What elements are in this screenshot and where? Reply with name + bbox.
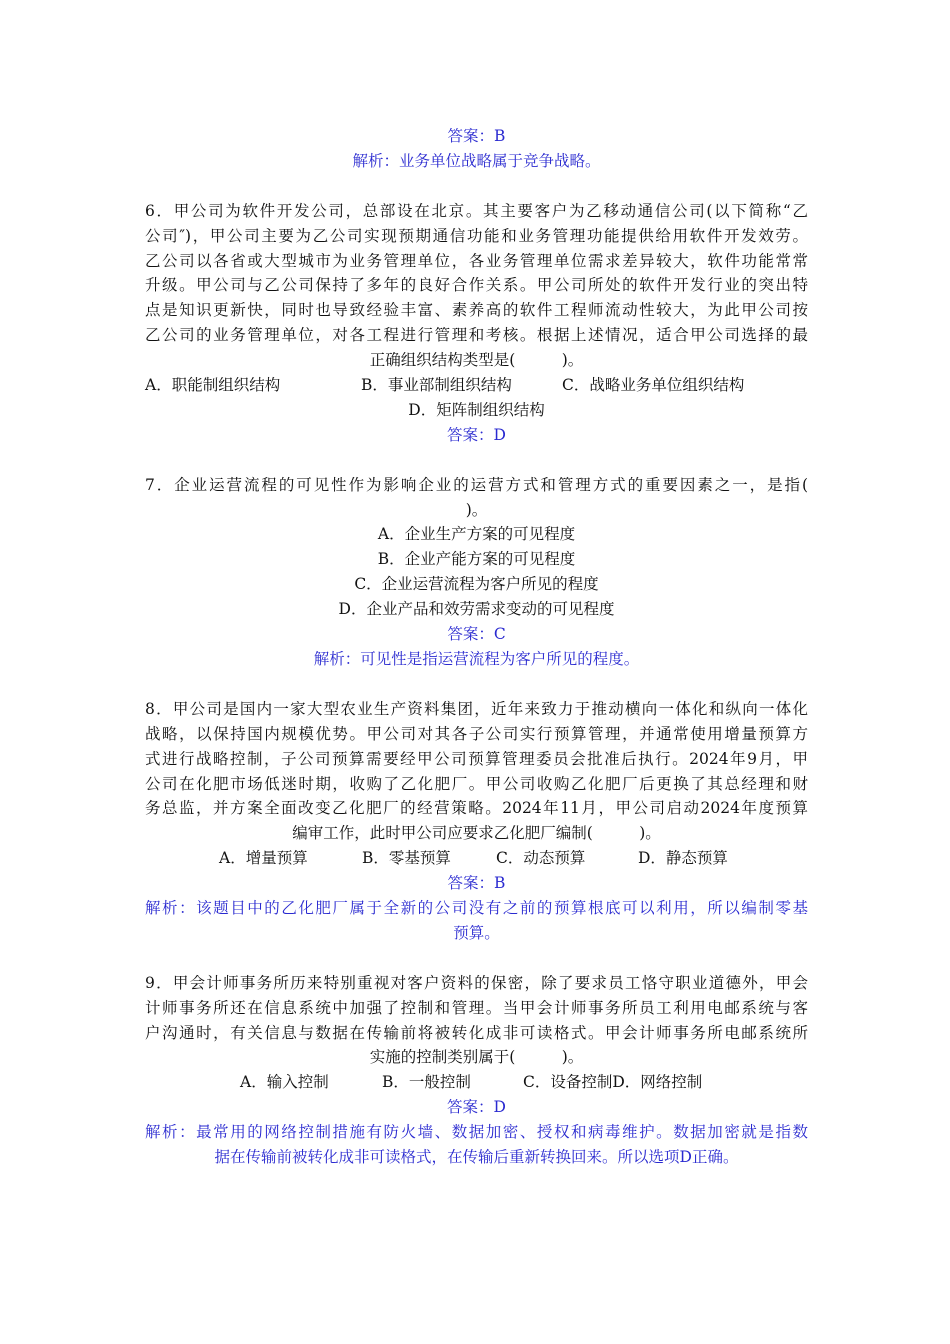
q8-option-d: D．静态预算 xyxy=(638,849,728,868)
q8-stem-last: 编审工作，此时甲公司应要求乙化肥厂编制( )。 xyxy=(292,824,661,843)
q8-stem-line: 战略，以保持国内规模优势。甲公司对其各子公司实行预算管理，并通常使用增量预算方 xyxy=(145,724,808,743)
q9-option-cd: C．设备控制D．网络控制 xyxy=(523,1073,703,1092)
q6-answer: 答案：D xyxy=(447,425,506,444)
spacer xyxy=(145,672,808,697)
spacer xyxy=(145,946,808,971)
q6-stem-line: 点是知识更新快，同时也导致经验丰富、素养高的软件工程师流动性较大，为此甲公司按 xyxy=(145,301,808,320)
q8-option-b: B．零基预算 xyxy=(362,849,451,868)
q8-stem-line: 式进行战略控制，子公司预算需要经甲公司预算管理委员会批准后执行。2024年9月，甲 xyxy=(145,749,808,768)
q7-option-c: C．企业运营流程为客户所见的程度 xyxy=(354,575,599,594)
q5-answer: 答案：B xyxy=(447,127,506,145)
question-8 xyxy=(145,697,808,946)
q6-stem-line: 公司″)，甲公司主要为乙公司实现预期通信功能和业务管理功能提供给用软件开发效劳。 xyxy=(145,226,808,245)
q6-stem-line: 6．甲公司为软件开发公司，总部设在北京。其主要客户为乙移动通信公司(以下简称“乙 xyxy=(145,201,808,220)
q7-stem-last: )。 xyxy=(465,500,488,519)
q6-stem-line: 乙公司的业务管理单位，对各工程进行管理和考核。根据上述情况，适合甲公司选择的最 xyxy=(145,326,808,345)
q8-stem-line: 务总监，并方案全面改变乙化肥厂的经营策略。2024年11月，甲公司启动2024年度预算 xyxy=(145,799,808,818)
q6-option-b: B．事业部制组织结构 xyxy=(361,376,512,395)
q9-stem-last: 实施的控制类别属于( )。 xyxy=(369,1048,584,1067)
spacer xyxy=(145,448,808,473)
q5-analysis: 解析：业务单位战略属于竞争战略。 xyxy=(352,151,601,170)
q8-analysis-last: 预算。 xyxy=(453,923,500,942)
question-9 xyxy=(145,971,808,1170)
q8-stem-line: 8．甲公司是国内一家大型农业生产资料集团，近年来致力于推动横向一体化和纵向一体化 xyxy=(145,699,808,718)
question-7 xyxy=(145,473,808,672)
q8-option-c: C．动态预算 xyxy=(496,849,586,868)
q7-option-b: B．企业产能方案的可见程度 xyxy=(377,550,576,569)
q9-stem-line: 计师事务所还在信息系统中加强了控制和管理。当甲会计师事务所员工利用电邮系统与客 xyxy=(145,998,808,1017)
q6-stem-last: 正确组织结构类型是( )。 xyxy=(369,351,584,370)
q9-analysis-line: 解析：最常用的网络控制措施有防火墙、数据加密、授权和病毒维护。数据加密就是指数 xyxy=(145,1123,808,1142)
q7-analysis: 解析：可见性是指运营流程为客户所见的程度。 xyxy=(313,650,640,668)
q7-answer: 答案：C xyxy=(447,625,506,644)
q9-option-b: B．一般控制 xyxy=(382,1073,471,1092)
q8-options-row xyxy=(145,846,808,871)
q7-option-d: D．企业产品和效劳需求变动的可见程度 xyxy=(338,600,615,619)
q7-stem-line: 7．企业运营流程的可见性作为影响企业的运营方式和管理方式的重要因素之一，是指( xyxy=(145,475,808,494)
q6-stem-line: 升级。甲公司与乙公司保持了多年的良好合作关系。甲公司所处的软件开发行业的突出特 xyxy=(145,276,808,295)
spacer xyxy=(145,174,808,199)
q8-answer: 答案：B xyxy=(447,874,506,893)
q6-option-a: A．职能制组织结构 xyxy=(145,376,281,395)
q9-stem-line: 户沟通时，有关信息与数据在传输前将被转化成非可读格式。甲会计师事务所电邮系统所 xyxy=(145,1023,808,1042)
document-page xyxy=(145,124,808,1170)
q8-analysis-line: 解析：该题目中的乙化肥厂属于全新的公司没有之前的预算根底可以利用，所以编制零基 xyxy=(145,899,808,918)
q8-stem-line: 公司在化肥市场低迷时期，收购了乙化肥厂。甲公司收购乙化肥厂后更换了其总经理和财 xyxy=(145,774,808,793)
q7-option-a: A．企业生产方案的可见程度 xyxy=(377,525,576,544)
q9-answer: 答案：D xyxy=(447,1098,506,1117)
q6-stem-line: 乙公司以各省或大型城市为业务管理单位，各业务管理单位需求差异较大，软件功能常常 xyxy=(145,251,808,270)
q9-options-row xyxy=(145,1070,808,1095)
q6-option-d: D．矩阵制组织结构 xyxy=(408,400,545,419)
q6-option-c: C．战略业务单位组织结构 xyxy=(562,376,745,395)
q8-option-a: A．增量预算 xyxy=(219,849,308,868)
q6-options-row xyxy=(145,373,808,398)
q9-stem-line: 9．甲会计师事务所历来特别重视对客户资料的保密，除了要求员工恪守职业道德外，甲会 xyxy=(145,973,808,992)
question-6 xyxy=(145,199,808,448)
q9-option-a: A．输入控制 xyxy=(240,1073,329,1092)
q9-analysis-last: 据在传输前被转化成非可读格式，在传输后重新转换回来。所以选项D正确。 xyxy=(214,1148,739,1167)
